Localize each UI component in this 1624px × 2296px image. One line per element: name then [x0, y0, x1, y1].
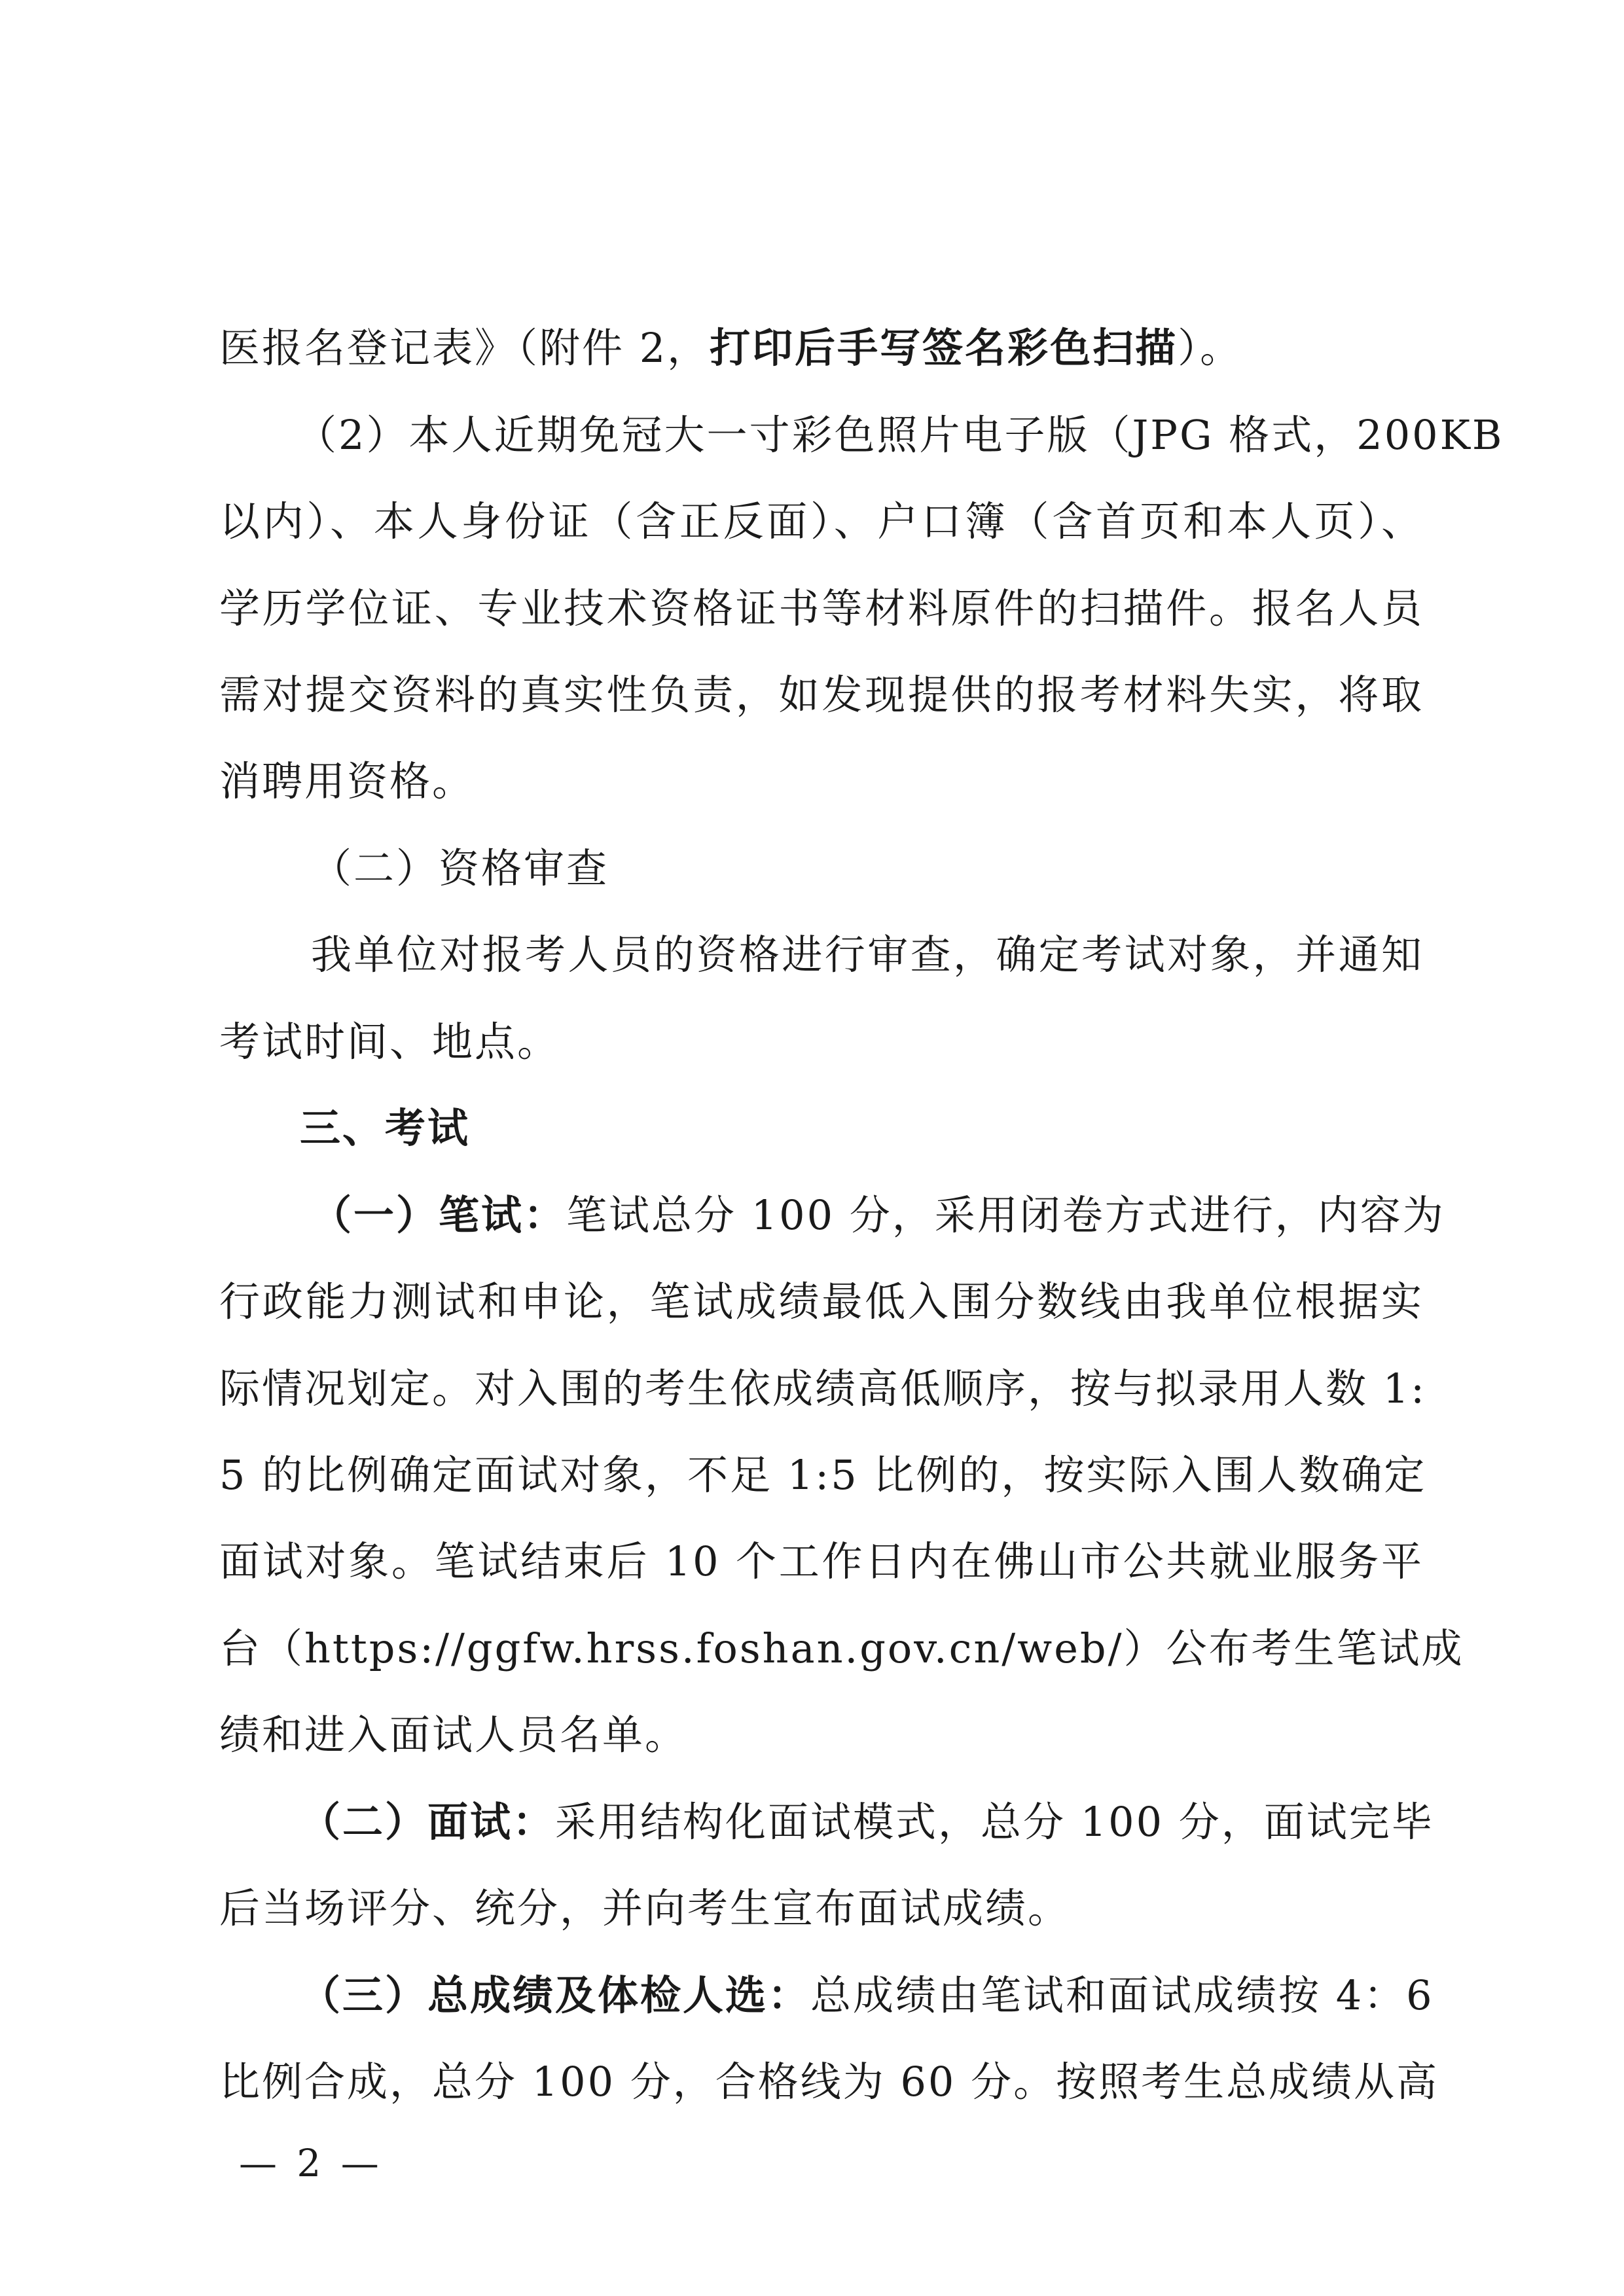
- text-segment: 采用结构化面试模式，总分 100 分，面试完毕: [555, 1798, 1434, 1846]
- paragraph-line: 台（https://ggfw.hrss.foshan.gov.cn/web/）公布考生笔试成: [219, 1624, 1464, 1672]
- subsection-label: （一）笔试：: [311, 1191, 567, 1239]
- page-number: — 2 —: [239, 2141, 383, 2185]
- section-heading: （二）资格审查: [311, 844, 609, 892]
- paragraph-line: 我单位对报考人员的资格进行审查，确定考试对象，并通知: [311, 931, 1424, 978]
- text-segment: ）。: [1178, 324, 1243, 372]
- emphasis-text: 打印后手写签名彩色扫描: [710, 324, 1178, 372]
- paragraph-line: 以内）、本人身份证（含正反面）、户口簿（含首页和本人页）、: [219, 497, 1424, 545]
- paragraph-line: 际情况划定。对入围的考生依成绩高低顺序，按与拟录用人数 1:: [219, 1365, 1427, 1412]
- text-segment: 笔试总分 100 分，采用闭卷方式进行，内容为: [566, 1191, 1445, 1239]
- paragraph-line: [219, 322, 1424, 374]
- paragraph-line: [300, 1796, 1434, 1848]
- text-segment: 总成绩由笔试和面试成绩按 4：6: [810, 1971, 1434, 2019]
- paragraph-line: 学历学位证、专业技术资格证书等材料原件的扫描件。报名人员: [219, 584, 1424, 632]
- paragraph-line: 后当场评分、统分，并向考生宣布面试成绩。: [219, 1884, 1071, 1932]
- paragraph-line: [311, 1189, 1445, 1242]
- section-heading: 三、考试: [300, 1104, 471, 1152]
- paragraph-line: 需对提交资料的真实性负责，如发现提供的报考材料失实，将取: [219, 671, 1424, 719]
- text-segment: 医报名登记表》（附件 2，: [219, 324, 710, 372]
- paragraph-line: 比例合成，总分 100 分，合格线为 60 分。按照考生总成绩从高: [219, 2058, 1439, 2106]
- subsection-label: （三）总成绩及体检人选：: [300, 1971, 811, 2019]
- paragraph-line: 行政能力测试和申论，笔试成绩最低入围分数线由我单位根据实: [219, 1278, 1424, 1325]
- paragraph-line: 5 的比例确定面试对象，不足 1:5 比例的，按实际入围人数确定: [219, 1451, 1427, 1499]
- paragraph-line: 考试时间、地点。: [219, 1018, 560, 1066]
- subsection-label: （二）面试：: [300, 1798, 556, 1846]
- paragraph-line: 绩和进入面试人员名单。: [219, 1711, 688, 1759]
- paragraph-line: 消聘用资格。: [219, 757, 475, 805]
- paragraph-line: （2）本人近期免冠大一寸彩色照片电子版（JPG 格式，200KB: [296, 411, 1504, 459]
- paragraph-line: [300, 1969, 1434, 2022]
- paragraph-line: 面试对象。笔试结束后 10 个工作日内在佛山市公共就业服务平: [219, 1537, 1424, 1585]
